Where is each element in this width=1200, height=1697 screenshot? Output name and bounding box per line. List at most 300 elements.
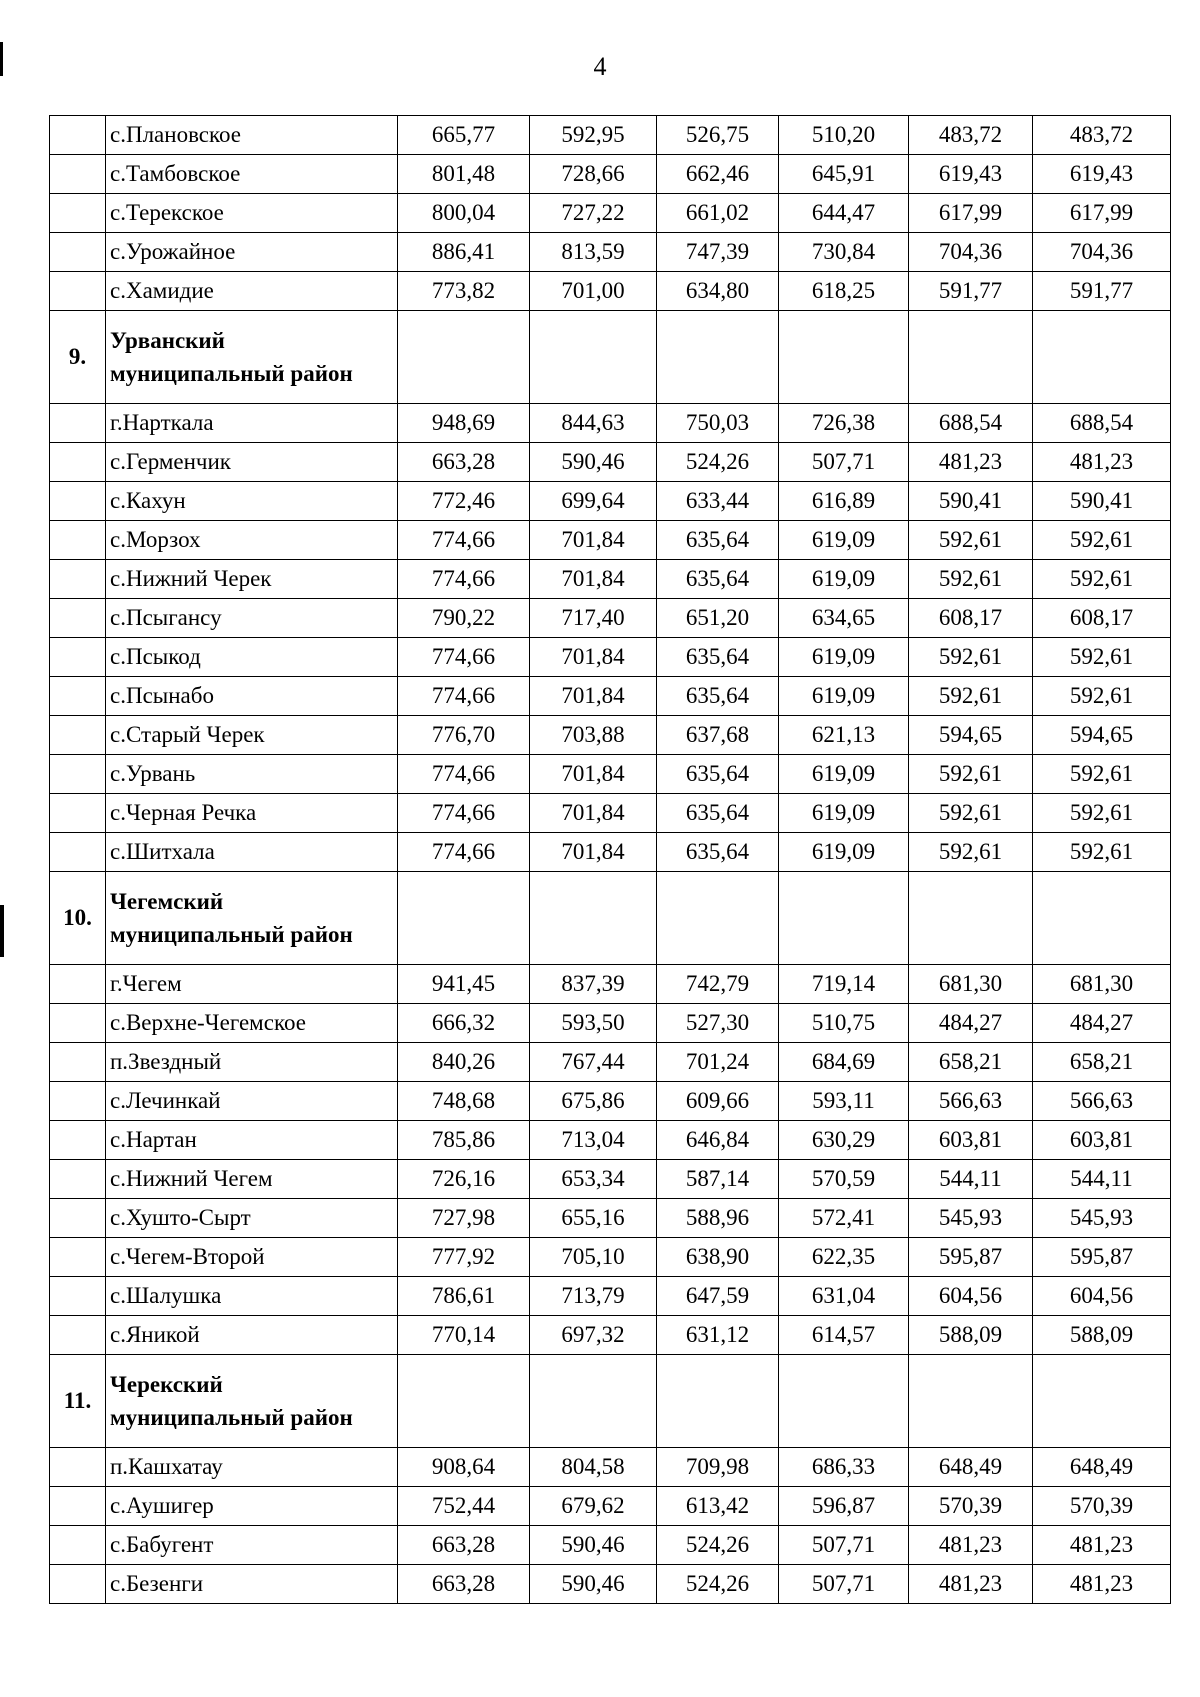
value-cell: 622,35 [779, 1238, 909, 1277]
value-cell: 635,64 [657, 638, 779, 677]
settlement-name: с.Шитхала [106, 833, 398, 872]
value-cell: 566,63 [1033, 1082, 1171, 1121]
value-cell: 619,43 [1033, 155, 1171, 194]
index-cell [50, 833, 106, 872]
settlement-name: с.Плановское [106, 116, 398, 155]
value-cell: 592,61 [1033, 560, 1171, 599]
empty-cell [657, 872, 779, 965]
value-cell: 590,41 [1033, 482, 1171, 521]
district-index: 10. [50, 872, 106, 965]
table-row [50, 1448, 1171, 1487]
value-cell: 684,69 [779, 1043, 909, 1082]
empty-cell [909, 1355, 1033, 1448]
value-cell: 608,17 [909, 599, 1033, 638]
table-row [50, 677, 1171, 716]
value-cell: 948,69 [398, 404, 530, 443]
value-cell: 635,64 [657, 833, 779, 872]
index-cell [50, 1199, 106, 1238]
value-cell: 544,11 [909, 1160, 1033, 1199]
value-cell: 774,66 [398, 677, 530, 716]
table-row [50, 1316, 1171, 1355]
settlement-name: с.Нижний Чегем [106, 1160, 398, 1199]
value-cell: 481,23 [909, 1526, 1033, 1565]
table-row [50, 1487, 1171, 1526]
value-cell: 570,39 [909, 1487, 1033, 1526]
value-cell: 679,62 [530, 1487, 657, 1526]
value-cell: 772,46 [398, 482, 530, 521]
index-cell [50, 716, 106, 755]
value-cell: 681,30 [1033, 965, 1171, 1004]
value-cell: 774,66 [398, 755, 530, 794]
page-number: 4 [593, 52, 607, 81]
table-row [50, 716, 1171, 755]
empty-cell [909, 872, 1033, 965]
empty-cell [398, 311, 530, 404]
value-cell: 785,86 [398, 1121, 530, 1160]
value-cell: 727,98 [398, 1199, 530, 1238]
index-cell [50, 116, 106, 155]
settlement-name: с.Хушто-Сырт [106, 1199, 398, 1238]
value-cell: 658,21 [1033, 1043, 1171, 1082]
empty-cell [779, 311, 909, 404]
value-cell: 592,61 [909, 677, 1033, 716]
value-cell: 635,64 [657, 521, 779, 560]
settlement-name: с.Верхне-Чегемское [106, 1004, 398, 1043]
table-row [50, 233, 1171, 272]
value-cell: 752,44 [398, 1487, 530, 1526]
value-cell: 774,66 [398, 638, 530, 677]
value-cell: 686,33 [779, 1448, 909, 1487]
value-cell: 592,61 [909, 755, 1033, 794]
index-cell [50, 1160, 106, 1199]
settlement-name: с.Старый Черек [106, 716, 398, 755]
value-cell: 570,59 [779, 1160, 909, 1199]
value-cell: 594,65 [1033, 716, 1171, 755]
settlement-name: с.Нижний Черек [106, 560, 398, 599]
value-cell: 770,14 [398, 1316, 530, 1355]
table-row [50, 755, 1171, 794]
value-cell: 717,40 [530, 599, 657, 638]
settlement-name: с.Псыгансу [106, 599, 398, 638]
table-row [50, 1043, 1171, 1082]
value-cell: 524,26 [657, 1526, 779, 1565]
scan-mark [0, 905, 4, 957]
table-row [50, 194, 1171, 233]
value-cell: 616,89 [779, 482, 909, 521]
value-cell: 774,66 [398, 833, 530, 872]
settlement-name: с.Яникой [106, 1316, 398, 1355]
value-cell: 701,84 [530, 677, 657, 716]
value-cell: 484,27 [1033, 1004, 1171, 1043]
value-cell: 688,54 [909, 404, 1033, 443]
table-row [50, 272, 1171, 311]
value-cell: 661,02 [657, 194, 779, 233]
value-cell: 635,64 [657, 677, 779, 716]
value-cell: 608,17 [1033, 599, 1171, 638]
table-row [50, 833, 1171, 872]
value-cell: 644,47 [779, 194, 909, 233]
empty-cell [909, 311, 1033, 404]
index-cell [50, 755, 106, 794]
value-cell: 786,61 [398, 1277, 530, 1316]
value-cell: 726,16 [398, 1160, 530, 1199]
value-cell: 510,75 [779, 1004, 909, 1043]
value-cell: 592,61 [909, 833, 1033, 872]
table-row [50, 638, 1171, 677]
value-cell: 701,00 [530, 272, 657, 311]
value-cell: 713,79 [530, 1277, 657, 1316]
value-cell: 621,13 [779, 716, 909, 755]
index-cell [50, 677, 106, 716]
value-cell: 662,46 [657, 155, 779, 194]
settlement-name: с.Терекское [106, 194, 398, 233]
table-row [50, 794, 1171, 833]
value-cell: 658,21 [909, 1043, 1033, 1082]
value-cell: 617,99 [909, 194, 1033, 233]
value-cell: 587,14 [657, 1160, 779, 1199]
value-cell: 638,90 [657, 1238, 779, 1277]
index-cell [50, 443, 106, 482]
value-cell: 592,61 [909, 794, 1033, 833]
value-cell: 590,46 [530, 1565, 657, 1604]
value-cell: 619,09 [779, 833, 909, 872]
settlement-name: с.Кахун [106, 482, 398, 521]
value-cell: 527,30 [657, 1004, 779, 1043]
settlement-name: с.Урожайное [106, 233, 398, 272]
value-cell: 633,44 [657, 482, 779, 521]
index-cell [50, 599, 106, 638]
district-index: 11. [50, 1355, 106, 1448]
index-cell [50, 1448, 106, 1487]
value-cell: 545,93 [1033, 1199, 1171, 1238]
index-cell [50, 638, 106, 677]
empty-cell [657, 311, 779, 404]
index-cell [50, 1316, 106, 1355]
value-cell: 631,12 [657, 1316, 779, 1355]
table-row [50, 443, 1171, 482]
value-cell: 713,04 [530, 1121, 657, 1160]
value-cell: 619,43 [909, 155, 1033, 194]
value-cell: 655,16 [530, 1199, 657, 1238]
value-cell: 507,71 [779, 1565, 909, 1604]
empty-cell [1033, 1355, 1171, 1448]
district-header-row [50, 1355, 1171, 1448]
value-cell: 595,87 [1033, 1238, 1171, 1277]
value-cell: 941,45 [398, 965, 530, 1004]
value-cell: 596,87 [779, 1487, 909, 1526]
empty-cell [530, 311, 657, 404]
value-cell: 592,61 [909, 560, 1033, 599]
value-cell: 728,66 [530, 155, 657, 194]
value-cell: 603,81 [909, 1121, 1033, 1160]
value-cell: 704,36 [909, 233, 1033, 272]
value-cell: 637,68 [657, 716, 779, 755]
table-row [50, 965, 1171, 1004]
value-cell: 507,71 [779, 443, 909, 482]
value-cell: 591,77 [909, 272, 1033, 311]
value-cell: 719,14 [779, 965, 909, 1004]
value-cell: 588,09 [909, 1316, 1033, 1355]
value-cell: 634,80 [657, 272, 779, 311]
settlement-name: с.Безенги [106, 1565, 398, 1604]
value-cell: 648,49 [1033, 1448, 1171, 1487]
value-cell: 747,39 [657, 233, 779, 272]
index-cell [50, 965, 106, 1004]
index-cell [50, 194, 106, 233]
value-cell: 613,42 [657, 1487, 779, 1526]
value-cell: 681,30 [909, 965, 1033, 1004]
index-cell [50, 233, 106, 272]
settlement-name: п.Кашхатау [106, 1448, 398, 1487]
empty-cell [1033, 872, 1171, 965]
table-row [50, 560, 1171, 599]
index-cell [50, 155, 106, 194]
value-cell: 730,84 [779, 233, 909, 272]
value-cell: 742,79 [657, 965, 779, 1004]
empty-cell [657, 1355, 779, 1448]
settlement-name: с.Урвань [106, 755, 398, 794]
table-row [50, 1004, 1171, 1043]
index-cell [50, 1277, 106, 1316]
value-cell: 510,20 [779, 116, 909, 155]
value-cell: 593,50 [530, 1004, 657, 1043]
settlement-name: с.Псынабо [106, 677, 398, 716]
value-cell: 588,96 [657, 1199, 779, 1238]
district-index: 9. [50, 311, 106, 404]
value-cell: 481,23 [909, 1565, 1033, 1604]
value-cell: 663,28 [398, 443, 530, 482]
index-cell [50, 1238, 106, 1277]
scan-mark [0, 42, 3, 76]
value-cell: 592,61 [1033, 677, 1171, 716]
table-row [50, 404, 1171, 443]
value-cell: 675,86 [530, 1082, 657, 1121]
table-row [50, 599, 1171, 638]
empty-cell [398, 872, 530, 965]
value-cell: 619,09 [779, 794, 909, 833]
value-cell: 593,11 [779, 1082, 909, 1121]
value-cell: 609,66 [657, 1082, 779, 1121]
value-cell: 544,11 [1033, 1160, 1171, 1199]
value-cell: 524,26 [657, 1565, 779, 1604]
value-cell: 570,39 [1033, 1487, 1171, 1526]
index-cell [50, 1082, 106, 1121]
settlement-name: с.Чегем-Второй [106, 1238, 398, 1277]
index-cell [50, 404, 106, 443]
value-cell: 594,65 [909, 716, 1033, 755]
settlement-name: с.Бабугент [106, 1526, 398, 1565]
value-cell: 481,23 [909, 443, 1033, 482]
value-cell: 591,77 [1033, 272, 1171, 311]
value-cell: 774,66 [398, 521, 530, 560]
value-cell: 604,56 [1033, 1277, 1171, 1316]
value-cell: 631,04 [779, 1277, 909, 1316]
value-cell: 524,26 [657, 443, 779, 482]
index-cell [50, 794, 106, 833]
table-row [50, 521, 1171, 560]
value-cell: 592,61 [1033, 521, 1171, 560]
value-cell: 750,03 [657, 404, 779, 443]
value-cell: 701,84 [530, 638, 657, 677]
value-cell: 483,72 [909, 116, 1033, 155]
value-cell: 666,32 [398, 1004, 530, 1043]
settlement-name: г.Нарткала [106, 404, 398, 443]
value-cell: 592,61 [909, 638, 1033, 677]
value-cell: 592,61 [1033, 833, 1171, 872]
empty-cell [779, 872, 909, 965]
value-cell: 647,59 [657, 1277, 779, 1316]
settlement-name: п.Звездный [106, 1043, 398, 1082]
index-cell [50, 521, 106, 560]
table-row [50, 1121, 1171, 1160]
settlement-name: с.Хамидие [106, 272, 398, 311]
value-cell: 481,23 [1033, 443, 1171, 482]
index-cell [50, 1526, 106, 1565]
value-cell: 767,44 [530, 1043, 657, 1082]
tariff-table [49, 115, 1171, 1604]
value-cell: 804,58 [530, 1448, 657, 1487]
value-cell: 701,84 [530, 560, 657, 599]
value-cell: 840,26 [398, 1043, 530, 1082]
value-cell: 773,82 [398, 272, 530, 311]
value-cell: 588,09 [1033, 1316, 1171, 1355]
index-cell [50, 560, 106, 599]
table-row [50, 116, 1171, 155]
table-row [50, 1082, 1171, 1121]
value-cell: 701,84 [530, 833, 657, 872]
value-cell: 635,64 [657, 794, 779, 833]
settlement-name: с.Псыкод [106, 638, 398, 677]
empty-cell [530, 1355, 657, 1448]
value-cell: 484,27 [909, 1004, 1033, 1043]
index-cell [50, 482, 106, 521]
value-cell: 726,38 [779, 404, 909, 443]
settlement-name: с.Аушигер [106, 1487, 398, 1526]
value-cell: 705,10 [530, 1238, 657, 1277]
empty-cell [530, 872, 657, 965]
value-cell: 592,95 [530, 116, 657, 155]
index-cell [50, 1121, 106, 1160]
table-body [50, 116, 1171, 1604]
value-cell: 592,61 [1033, 638, 1171, 677]
table-row [50, 1277, 1171, 1316]
table-row [50, 1160, 1171, 1199]
value-cell: 614,57 [779, 1316, 909, 1355]
settlement-name: с.Шалушка [106, 1277, 398, 1316]
index-cell [50, 1565, 106, 1604]
index-cell [50, 1004, 106, 1043]
index-cell [50, 1487, 106, 1526]
value-cell: 776,70 [398, 716, 530, 755]
value-cell: 663,28 [398, 1526, 530, 1565]
value-cell: 630,29 [779, 1121, 909, 1160]
value-cell: 701,24 [657, 1043, 779, 1082]
value-cell: 777,92 [398, 1238, 530, 1277]
value-cell: 645,91 [779, 155, 909, 194]
settlement-name: с.Лечинкай [106, 1082, 398, 1121]
value-cell: 703,88 [530, 716, 657, 755]
value-cell: 603,81 [1033, 1121, 1171, 1160]
value-cell: 507,71 [779, 1526, 909, 1565]
value-cell: 727,22 [530, 194, 657, 233]
index-cell [50, 1043, 106, 1082]
value-cell: 704,36 [1033, 233, 1171, 272]
value-cell: 701,84 [530, 755, 657, 794]
value-cell: 701,84 [530, 794, 657, 833]
value-cell: 837,39 [530, 965, 657, 1004]
value-cell: 790,22 [398, 599, 530, 638]
value-cell: 688,54 [1033, 404, 1171, 443]
index-cell [50, 272, 106, 311]
district-name: Черекский муниципальный район [106, 1355, 398, 1448]
table-row [50, 155, 1171, 194]
table-row [50, 1565, 1171, 1604]
district-header-row [50, 872, 1171, 965]
value-cell: 483,72 [1033, 116, 1171, 155]
value-cell: 908,64 [398, 1448, 530, 1487]
district-name: Урванский муниципальный район [106, 311, 398, 404]
settlement-name: с.Черная Речка [106, 794, 398, 833]
value-cell: 634,65 [779, 599, 909, 638]
value-cell: 844,63 [530, 404, 657, 443]
empty-cell [1033, 311, 1171, 404]
value-cell: 526,75 [657, 116, 779, 155]
value-cell: 618,25 [779, 272, 909, 311]
value-cell: 653,34 [530, 1160, 657, 1199]
value-cell: 701,84 [530, 521, 657, 560]
value-cell: 545,93 [909, 1199, 1033, 1238]
value-cell: 697,32 [530, 1316, 657, 1355]
value-cell: 801,48 [398, 155, 530, 194]
district-name: Чегемский муниципальный район [106, 872, 398, 965]
value-cell: 592,61 [909, 521, 1033, 560]
value-cell: 651,20 [657, 599, 779, 638]
value-cell: 619,09 [779, 560, 909, 599]
value-cell: 481,23 [1033, 1526, 1171, 1565]
value-cell: 590,46 [530, 1526, 657, 1565]
value-cell: 646,84 [657, 1121, 779, 1160]
table-row [50, 1238, 1171, 1277]
value-cell: 592,61 [1033, 755, 1171, 794]
value-cell: 665,77 [398, 116, 530, 155]
value-cell: 800,04 [398, 194, 530, 233]
value-cell: 619,09 [779, 521, 909, 560]
value-cell: 709,98 [657, 1448, 779, 1487]
empty-cell [398, 1355, 530, 1448]
value-cell: 592,61 [1033, 794, 1171, 833]
value-cell: 604,56 [909, 1277, 1033, 1316]
value-cell: 813,59 [530, 233, 657, 272]
value-cell: 648,49 [909, 1448, 1033, 1487]
value-cell: 699,64 [530, 482, 657, 521]
settlement-name: с.Нартан [106, 1121, 398, 1160]
table-row [50, 1199, 1171, 1238]
value-cell: 635,64 [657, 560, 779, 599]
value-cell: 590,41 [909, 482, 1033, 521]
value-cell: 617,99 [1033, 194, 1171, 233]
empty-cell [779, 1355, 909, 1448]
value-cell: 481,23 [1033, 1565, 1171, 1604]
value-cell: 886,41 [398, 233, 530, 272]
settlement-name: г.Чегем [106, 965, 398, 1004]
value-cell: 566,63 [909, 1082, 1033, 1121]
value-cell: 619,09 [779, 677, 909, 716]
value-cell: 635,64 [657, 755, 779, 794]
value-cell: 619,09 [779, 755, 909, 794]
settlement-name: с.Тамбовское [106, 155, 398, 194]
value-cell: 663,28 [398, 1565, 530, 1604]
table-row [50, 1526, 1171, 1565]
